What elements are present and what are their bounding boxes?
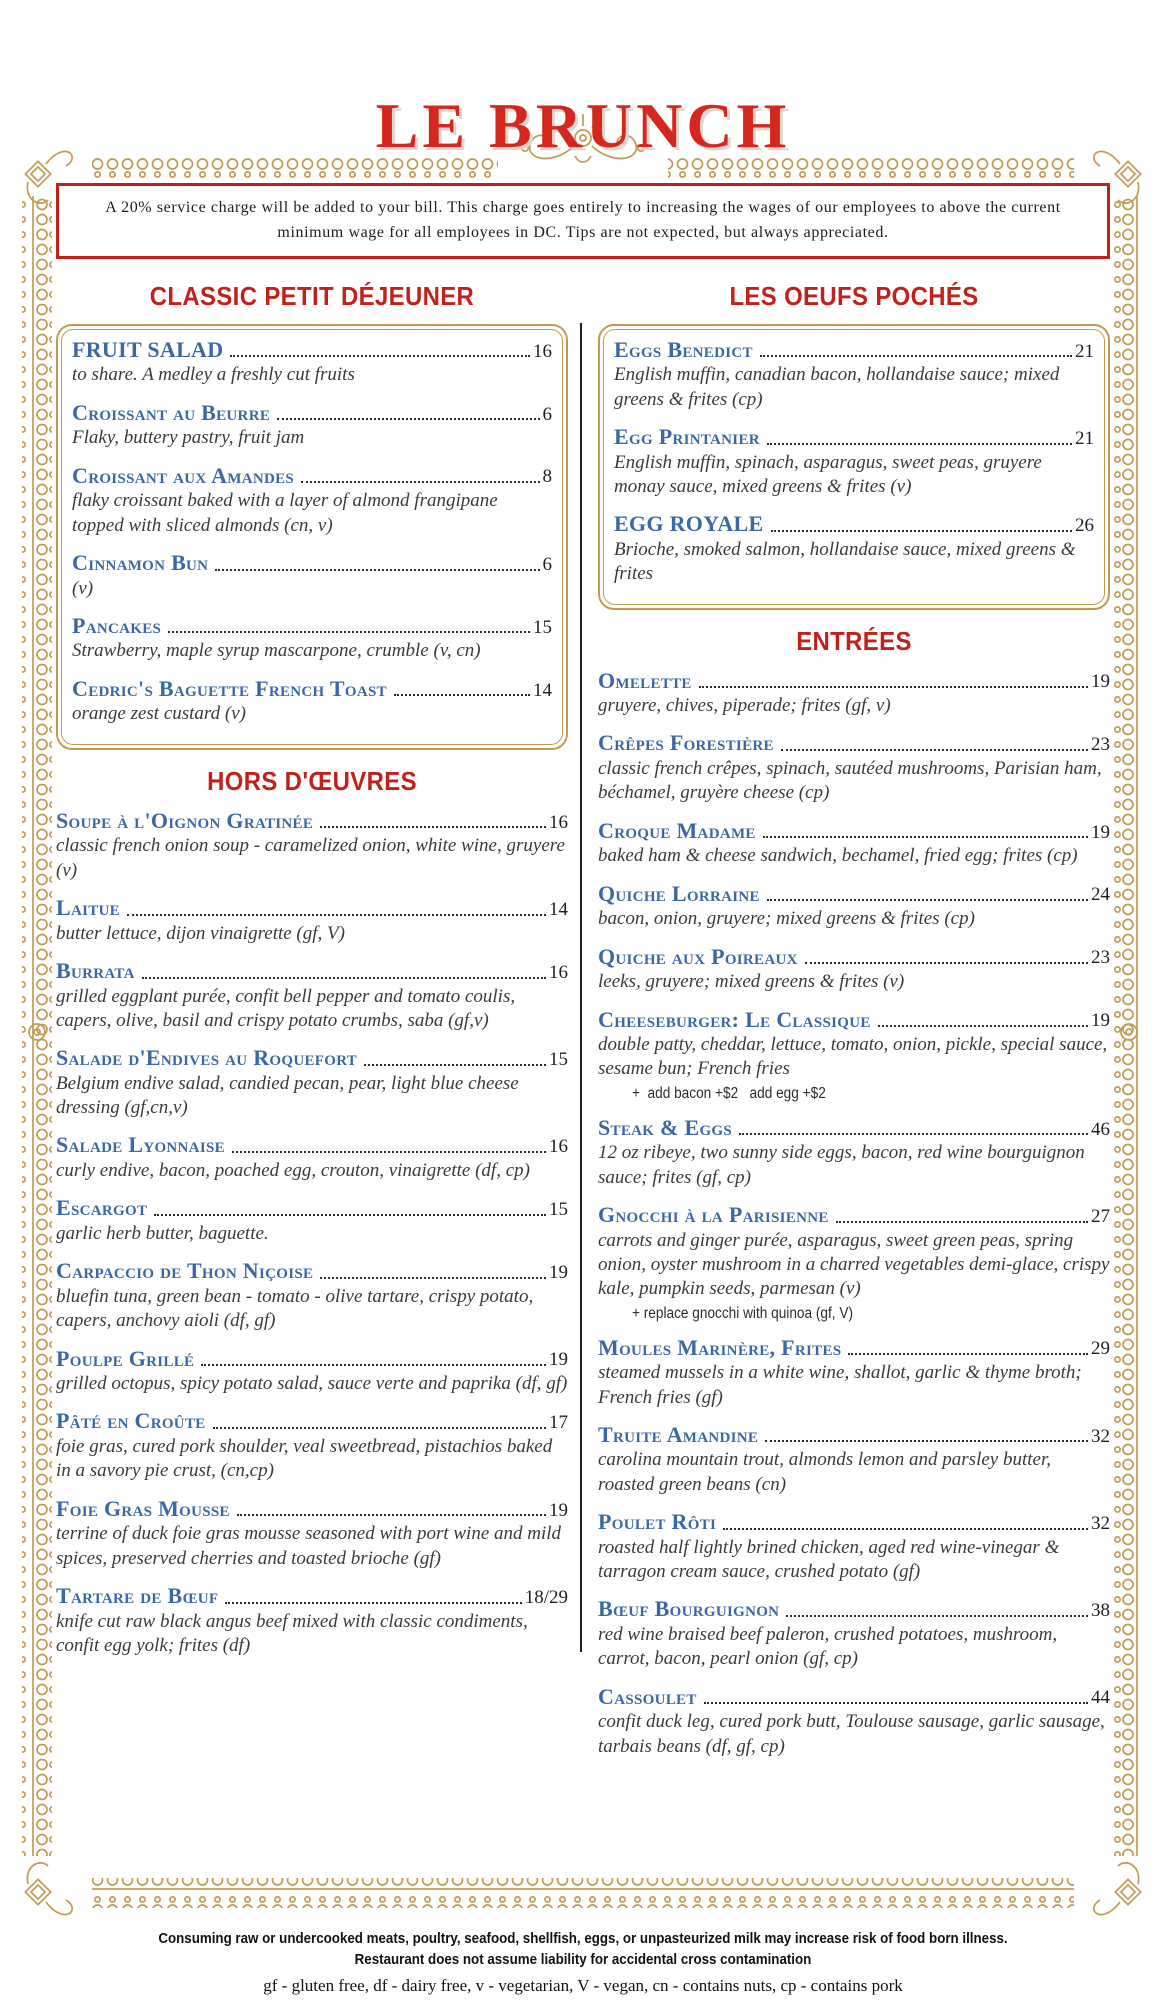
- dotted-leader: [320, 826, 546, 828]
- menu-item: [56, 809, 568, 883]
- menu-box-classic-petit-dejeuner: [56, 324, 568, 750]
- item-price: 19: [549, 1262, 568, 1284]
- item-description: knife cut raw black angus beef mixed with classic condiments, confit egg yolk; frites (df): [56, 1610, 528, 1656]
- item-name: Cassoulet: [598, 1683, 697, 1709]
- item-price: 24: [1091, 884, 1110, 906]
- item-price: 26: [1075, 515, 1094, 537]
- item-name: Moules Marinère, Frites: [598, 1334, 842, 1360]
- item-price: 16: [549, 811, 568, 833]
- item-row: [598, 1510, 1110, 1535]
- item-name: Pancakes: [72, 612, 162, 638]
- item-row: [614, 425, 1094, 450]
- dotted-leader: [213, 1427, 546, 1429]
- item-price: 15: [549, 1199, 568, 1221]
- menu-item: [56, 1497, 568, 1571]
- menu-item: [56, 1584, 568, 1658]
- footer-legend: gf - gluten free, df - dairy free, v - vegetarian, V - vegan, cn - contains nuts, cp - contains pork: [263, 1976, 903, 1995]
- item-name: Poulpe Grillé: [56, 1345, 195, 1371]
- item-row: [598, 882, 1110, 907]
- menu-title: LE BRUNCH: [375, 90, 791, 161]
- item-description: (v): [72, 577, 94, 599]
- menu-item: [614, 338, 1094, 412]
- item-row: [56, 1046, 568, 1071]
- item-name: Pâté en Croûte: [56, 1408, 206, 1434]
- dotted-leader: [215, 569, 539, 571]
- item-description: garlic herb butter, baguette.: [56, 1222, 269, 1244]
- item-description: Brioche, smoked salmon, hollandaise sauce, mixed greens & frites: [614, 538, 1076, 585]
- item-row: [72, 614, 552, 639]
- item-row: [598, 945, 1110, 970]
- item-description: Flaky, buttery pastry, fruit jam: [72, 427, 305, 449]
- item-addon: + replace gnocchi with quinoa (gf, V): [632, 1304, 854, 1322]
- menu-columns: [56, 271, 1110, 1772]
- item-price: 21: [1075, 427, 1094, 449]
- menu-item: [56, 959, 568, 1033]
- menu-item: [598, 882, 1110, 932]
- menu-item: [56, 1409, 568, 1483]
- item-row: [598, 1423, 1110, 1448]
- menu-item: [614, 512, 1094, 586]
- menu-item: [598, 731, 1110, 805]
- item-name: Croissant aux Amandes: [72, 462, 295, 488]
- menu-item: [598, 1685, 1110, 1759]
- right-column: [598, 271, 1110, 1772]
- footer-disclaimer-1: Consuming raw or undercooked meats, poultry, seafood, shellfish, eggs, or unpasteurized milk may increase risk of food born illness.: [158, 1930, 1008, 1947]
- dotted-leader: [154, 1214, 546, 1216]
- item-row: [72, 338, 552, 363]
- dotted-leader: [127, 914, 546, 916]
- item-price: 16: [549, 1136, 568, 1158]
- dotted-leader: [723, 1528, 1088, 1530]
- item-description: baked ham & cheese sandwich, bechamel, fried egg; frites (cp): [598, 845, 1078, 867]
- dotted-leader: [848, 1353, 1088, 1355]
- item-name: Quiche aux Poireaux: [598, 943, 798, 969]
- dotted-leader: [237, 1514, 546, 1516]
- section-title-hors-doeuvres: HORS D'ŒUVRES: [207, 765, 417, 796]
- item-price: 8: [542, 466, 552, 488]
- dotted-leader: [781, 749, 1088, 751]
- footer: [0, 1929, 1166, 1997]
- item-row: [598, 1336, 1110, 1361]
- item-description: carrots and ginger purée, asparagus, sweet green peas, spring onion, oyster mushroom in a charred vegetables demi-glace, crispy kale, pumpkin seeds, parmesan (v): [598, 1229, 1110, 1300]
- item-description: Belgium endive salad, candied pecan, pear, light blue cheese dressing (gf,cn,v): [56, 1072, 519, 1119]
- section-entrees: [598, 626, 1110, 1759]
- item-price: 16: [549, 961, 568, 983]
- menu-item: [72, 464, 552, 538]
- item-row: [72, 551, 552, 576]
- item-price: 38: [1091, 1600, 1110, 1622]
- item-row: [598, 731, 1110, 756]
- item-row: [598, 1685, 1110, 1710]
- item-price: 46: [1091, 1118, 1110, 1140]
- item-description: terrine of duck foie gras mousse seasoned with port wine and mild spices, preserved cherries and toasted brioche (gf): [56, 1523, 562, 1569]
- item-row: [72, 464, 552, 489]
- item-row: [56, 1196, 568, 1221]
- item-row: [614, 512, 1094, 537]
- left-column: [56, 271, 568, 1772]
- item-row: [56, 1133, 568, 1158]
- menu-item: [56, 1046, 568, 1120]
- item-description: Strawberry, maple syrup mascarpone, crumble (v, cn): [72, 640, 481, 662]
- item-list: [72, 338, 552, 727]
- dotted-leader: [277, 418, 539, 420]
- item-name: Poulet Rôti: [598, 1509, 717, 1535]
- dotted-leader: [301, 481, 539, 483]
- item-description: red wine braised beef paleron, crushed potatoes, mushroom, carrot, bacon, pearl onion (gf, cp): [598, 1623, 1058, 1670]
- dotted-leader: [225, 1602, 521, 1604]
- dotted-leader: [878, 1025, 1088, 1027]
- item-description: to share. A medley a freshly cut fruits: [72, 364, 355, 386]
- item-description: carolina mountain trout, almonds lemon and parsley butter, roasted green beans (cn): [598, 1449, 1051, 1495]
- item-name: Tartare de Bœuf: [56, 1582, 219, 1608]
- section-title-entrees: ENTRÉES: [796, 625, 912, 656]
- item-description: 12 oz ribeye, two sunny side eggs, bacon, red wine bourguignon sauce; frites (gf, cp): [598, 1142, 1085, 1188]
- dotted-leader: [836, 1221, 1088, 1223]
- item-description: double patty, cheddar, lettuce, tomato, onion, pickle, special sauce, sesame bun; French fries: [598, 1034, 1108, 1080]
- item-row: [56, 1584, 568, 1609]
- footer-disclaimer-2: Restaurant does not assume liability for accidental cross contamination: [354, 1952, 812, 1969]
- item-description: foie gras, cured pork shoulder, veal sweetbread, pistachios baked in a savory pie crust, (cn,cp): [56, 1436, 553, 1482]
- item-price: 15: [533, 616, 552, 638]
- dotted-leader: [805, 962, 1088, 964]
- menu-item: [72, 401, 552, 451]
- item-description: grilled octopus, spicy potato salad, sauce verte and paprika (df, gf): [56, 1373, 568, 1395]
- item-price: 14: [533, 679, 552, 701]
- item-name: Croque Madame: [598, 817, 756, 843]
- menu-box-les-oeufs-poches: [598, 324, 1110, 610]
- dotted-leader: [760, 355, 1072, 357]
- item-name: Cinnamon Bun: [72, 549, 209, 575]
- item-description: bluefin tuna, green bean - tomato - olive tartare, crispy potato, capers, anchovy aioli (df, gf): [56, 1285, 534, 1332]
- item-description: orange zest custard (v): [72, 703, 246, 725]
- item-name: Bœuf Bourguignon: [598, 1596, 780, 1622]
- menu-item: [598, 1510, 1110, 1584]
- item-price: 23: [1091, 947, 1110, 969]
- menu-item: [56, 896, 568, 946]
- section-les-oeufs-poches: [598, 281, 1110, 610]
- item-name: Truite Amandine: [598, 1421, 759, 1447]
- item-price: 16: [533, 340, 552, 362]
- item-row: [56, 959, 568, 984]
- item-name: Eggs Benedict: [614, 336, 753, 362]
- menu-item: [56, 1133, 568, 1183]
- item-name: Burrata: [56, 957, 135, 983]
- item-price: 32: [1091, 1425, 1110, 1447]
- dotted-leader: [763, 836, 1088, 838]
- item-list: [56, 809, 568, 1659]
- item-description: bacon, onion, gruyere; mixed greens & frites (cp): [598, 908, 975, 930]
- item-list: [614, 338, 1094, 587]
- item-row: [598, 1597, 1110, 1622]
- column-divider: [580, 323, 582, 1652]
- menu-item: [598, 1008, 1110, 1103]
- item-row: [598, 1008, 1110, 1033]
- dotted-leader: [230, 355, 530, 357]
- item-price: 29: [1091, 1338, 1110, 1360]
- item-name: Salade d'Endives au Roquefort: [56, 1045, 358, 1071]
- section-title-les-oeufs-poches: LES OEUFS POCHÉS: [729, 280, 979, 311]
- menu-item: [598, 819, 1110, 869]
- menu-item: [56, 1196, 568, 1246]
- dotted-leader: [364, 1064, 546, 1066]
- item-price: 18/29: [524, 1586, 568, 1608]
- section-hors-doeuvres: [56, 766, 568, 1659]
- item-name: Gnocchi à la Parisienne: [598, 1202, 829, 1228]
- menu-item: [72, 551, 552, 601]
- dotted-leader: [739, 1133, 1088, 1135]
- dotted-leader: [704, 1702, 1088, 1704]
- menu-item: [72, 338, 552, 388]
- dotted-leader: [767, 899, 1088, 901]
- item-name: Steak & Eggs: [598, 1114, 733, 1140]
- item-list: [598, 669, 1110, 1759]
- item-description: gruyere, chives, piperade; frites (gf, v): [598, 695, 891, 717]
- item-row: [614, 338, 1094, 363]
- item-name: Crêpes Forestière: [598, 730, 774, 756]
- item-name: Laitue: [56, 894, 120, 920]
- item-price: 15: [549, 1048, 568, 1070]
- menu-item: [598, 1597, 1110, 1671]
- item-description: grilled eggplant purée, confit bell pepper and tomato coulis, capers, olive, basil and crispy potato crumbs, saba (gf,v): [56, 985, 516, 1031]
- item-row: [56, 809, 568, 834]
- menu-item: [598, 1336, 1110, 1410]
- dotted-leader: [320, 1277, 546, 1279]
- item-price: 27: [1091, 1205, 1110, 1227]
- item-description: butter lettuce, dijon vinaigrette (gf, V): [56, 922, 345, 944]
- item-price: 32: [1091, 1512, 1110, 1534]
- item-row: [598, 819, 1110, 844]
- item-description: confit duck leg, cured pork butt, Toulouse sausage, garlic sausage, tarbais beans (df, gf, cp): [598, 1711, 1105, 1757]
- item-name: FRUIT SALAD: [72, 336, 224, 362]
- item-row: [72, 401, 552, 426]
- menu-item: [56, 1347, 568, 1397]
- item-description: leeks, gruyere; mixed greens & frites (v): [598, 971, 905, 993]
- item-name: Cedric's Baguette French Toast: [72, 675, 387, 701]
- item-row: [598, 1116, 1110, 1141]
- item-name: Foie Gras Mousse: [56, 1495, 230, 1521]
- item-description: steamed mussels in a white wine, shallot, garlic & thyme broth; French fries (gf): [598, 1362, 1082, 1408]
- item-price: 14: [549, 898, 568, 920]
- dotted-leader: [786, 1615, 1088, 1617]
- menu-item: [598, 1203, 1110, 1323]
- menu-item: [598, 1423, 1110, 1497]
- item-row: [56, 1409, 568, 1434]
- item-name: Egg Printanier: [614, 424, 760, 450]
- item-price: 6: [542, 553, 552, 575]
- dotted-leader: [767, 443, 1072, 445]
- item-description: English muffin, canadian bacon, hollandaise sauce; mixed greens & frites (cp): [614, 364, 1060, 410]
- item-name: Carpaccio de Thon Niçoise: [56, 1258, 314, 1284]
- menu-item: [598, 945, 1110, 995]
- item-addon: + add bacon +$2 add egg +$2: [632, 1084, 826, 1102]
- item-description: roasted half lightly brined chicken, aged red wine-vinegar & tarragon cream sauce, crushed potato (gf): [598, 1536, 1060, 1583]
- item-name: EGG ROYALE: [614, 511, 764, 537]
- item-price: 19: [1091, 671, 1110, 693]
- item-name: Croissant au Beurre: [72, 399, 271, 425]
- item-price: 17: [549, 1412, 568, 1434]
- item-price: 21: [1075, 340, 1094, 362]
- item-row: [56, 1347, 568, 1372]
- dotted-leader: [168, 631, 530, 633]
- item-name: Salade Lyonnaise: [56, 1132, 225, 1158]
- item-price: 23: [1091, 734, 1110, 756]
- item-description: English muffin, spinach, asparagus, sweet peas, gruyere monay sauce, mixed greens & frites (v): [614, 451, 1042, 497]
- corner-knot-bottom-right: [1094, 1863, 1141, 1915]
- dotted-leader: [771, 530, 1072, 532]
- border-bottom-chain: [92, 1878, 1074, 1908]
- item-name: Cheeseburger: Le Classique: [598, 1006, 871, 1032]
- item-price: 19: [1091, 821, 1110, 843]
- item-description: classic french crêpes, spinach, sautéed mushrooms, Parisian ham, béchamel, gruyère cheese (cp): [598, 758, 1102, 804]
- item-price: 6: [542, 403, 552, 425]
- item-name: Omelette: [598, 667, 692, 693]
- menu-page: [0, 92, 1166, 1772]
- item-row: [56, 1259, 568, 1284]
- menu-item: [598, 1116, 1110, 1190]
- dotted-leader: [142, 977, 546, 979]
- dotted-leader: [699, 686, 1088, 688]
- item-name: Escargot: [56, 1195, 148, 1221]
- item-description: flaky croissant baked with a layer of almond frangipane topped with sliced almonds (cn, v): [72, 490, 498, 536]
- menu-item: [72, 677, 552, 727]
- item-name: Quiche Lorraine: [598, 880, 760, 906]
- dotted-leader: [765, 1440, 1088, 1442]
- corner-knot-bottom-left: [25, 1863, 72, 1915]
- dotted-leader: [232, 1151, 546, 1153]
- item-row: [598, 669, 1110, 694]
- item-description: classic french onion soup - caramelized onion, white wine, gruyere (v): [56, 835, 565, 881]
- item-price: 19: [549, 1499, 568, 1521]
- item-row: [598, 1203, 1110, 1228]
- dotted-leader: [201, 1364, 546, 1366]
- menu-item: [56, 1259, 568, 1333]
- section-title-classic-petit-dejeuner: CLASSIC PETIT DÉJEUNER: [149, 280, 475, 311]
- item-price: 19: [549, 1349, 568, 1371]
- item-description: curly endive, bacon, poached egg, crouton, vinaigrette (df, cp): [56, 1160, 530, 1182]
- item-price: 44: [1091, 1687, 1110, 1709]
- item-row: [72, 677, 552, 702]
- menu-item: [598, 669, 1110, 719]
- menu-item: [72, 614, 552, 664]
- item-name: Soupe à l'Oignon Gratinée: [56, 807, 314, 833]
- item-price: 19: [1091, 1010, 1110, 1032]
- dotted-leader: [394, 694, 530, 696]
- item-row: [56, 896, 568, 921]
- service-charge-notice: A 20% service charge will be added to your bill. This charge goes entirely to increasing the wages of our employees to above the current minimum wage for all employees in DC. Tips are not expected, but always appreciated.: [56, 183, 1110, 259]
- menu-item: [614, 425, 1094, 499]
- item-row: [56, 1497, 568, 1522]
- section-classic-petit-dejeuner: [56, 281, 568, 750]
